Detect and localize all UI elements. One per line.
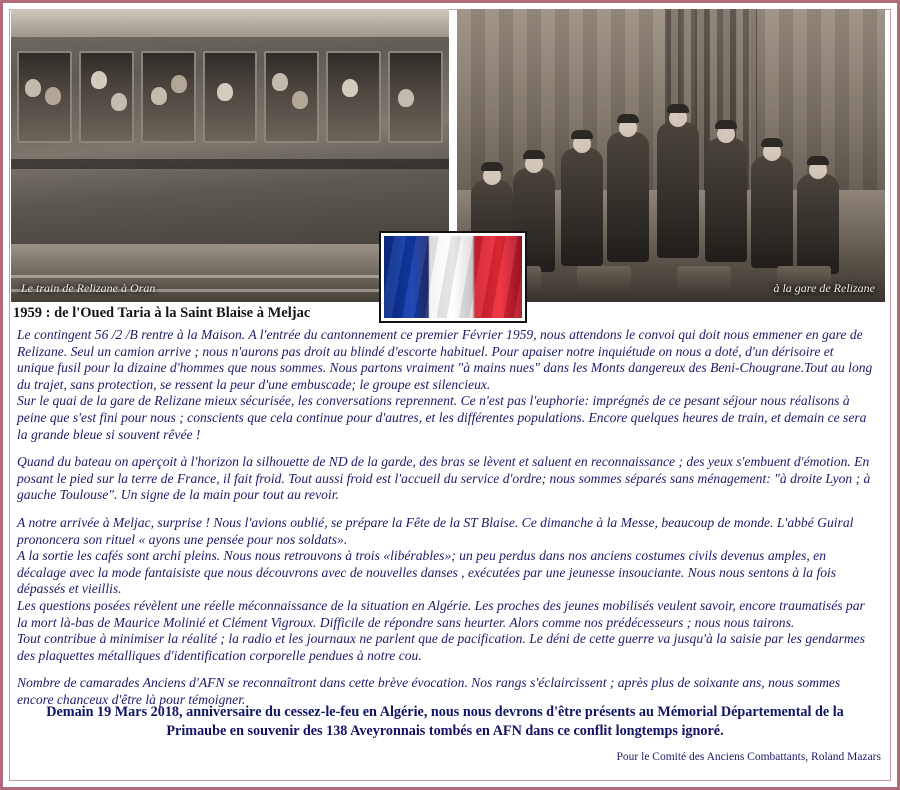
- soldier-head: [25, 79, 41, 97]
- luggage: [577, 266, 631, 296]
- paragraph: A notre arrivée à Meljac, surprise ! Nous l'avions oublié, se prépare la Fête de la ST Blaise. Ce dimanche à la Messe, beaucoup de monde. L'abbé Guiral prononcera son rituel « ayons une pensée pour nos soldats».: [17, 514, 854, 547]
- window: [141, 51, 196, 143]
- closing-statement: Demain 19 Mars 2018, anniversaire du cessez-le-feu en Algérie, nous nous devrons d'être présents au Mémorial Départemental de la Primaube en souvenir des 138 Aveyronnais tombés en AFN dans ce conflit longtemps ignoré.: [46, 704, 844, 739]
- window: [79, 51, 134, 143]
- soldier-head: [292, 91, 308, 109]
- paragraph: Les questions posées révèlent une réelle méconnaissance de la situation en Algérie. Les proches des jeunes mobilisés veulent savoir, encore traumatisés par la mort là-bas de Maurice Molinié et Clément Vigroux. Difficile de répondre sans heurter. Alors comme nos prédécesseurs ; nous nous tairons.: [17, 597, 865, 630]
- soldier-head: [217, 83, 233, 101]
- soldier-figure: [705, 138, 747, 262]
- coach-stripe: [11, 159, 449, 169]
- soldier-head: [398, 89, 414, 107]
- paragraph: Quand du bateau on aperçoit à l'horizon la silhouette de ND de la garde, des bras se lèvent et saluent en reconnaissance ; des yeux s'embuent d'émotion. En posant le pied sur la terre de France, il fait froid. Tout aussi froid est l'accueil du service d'ordre; nous sommes séparés sans ménagement: "à droite Lyon ; à gauche Toulouse". Un signe de la main pour tout au revoir.: [17, 454, 871, 503]
- soldier-figure: [561, 148, 603, 266]
- paragraph: Nombre de camarades Anciens d'AFN se reconnaîtront dans cette brève évocation. Nos rangs s'éclaircissent ; après plus de soixante ans, nous sommes encore chanceux d'être là pour témoigner.: [17, 675, 841, 707]
- window: [326, 51, 381, 143]
- coach-windows: [17, 51, 443, 143]
- soldier-head: [171, 75, 187, 93]
- window: [203, 51, 258, 143]
- soldier-figure: [751, 156, 793, 268]
- photo-caption-right: à la gare de Relizane: [773, 281, 875, 295]
- paragraph: Le contingent 56 /2 /B rentre à la Maison. A l'entrée du cantonnement ce premier Février 1959, nous attendons le convoi qui doit nous emmener en gare de Relizane. Seul un camion arrive ; nous n'aurons pas droit au blindé d'escorte habituel. Pour apaiser notre inquiétude on nous a doté, d'un dérisoire et unique fusil pour la dizaine d'hommes que nous sommes. Nous partons vraiment "à mains nues" dans les Monts dangereux des Beni-Chougrane.Tout au long du trajet, sans protection, se ressent la peur d'une embuscade; le groupe est silencieux.: [17, 327, 873, 392]
- paragraph: Tout contribue à minimiser la réalité ; la radio et les journaux ne parlent que de pacification. Le déni de cette guerre va jusqu'à la saisie par les gendarmes des plaquettes métalliques d'identification corporelle pendues à notre cou.: [17, 631, 865, 663]
- soldier-head: [91, 71, 107, 89]
- soldier-figure: [797, 174, 839, 274]
- paragraph: Sur le quai de la gare de Relizane mieux sécurisée, les conversations reprennent. Ce n'est pas l'euphorie: imprégnés de ce pesant séjour nous réalisons à peine que s'est fini pour nous ; conscients que cela continue pour d'autres, et les différentes populations. Encore quelques heures de train, et demain ce sera la grande bleue si souvent rêvée !: [17, 393, 867, 442]
- flag-bands: [384, 236, 522, 318]
- soldier-head: [111, 93, 127, 111]
- soldier-head: [272, 73, 288, 91]
- soldier-head: [151, 87, 167, 105]
- window: [388, 51, 443, 143]
- french-flag-icon: [379, 231, 527, 323]
- paragraph: A la sortie les cafés sont archi pleins. Nous nous retrouvons à trois «libérables»; un peu perdus dans nos anciens costumes civils devenus amples, en décalage avec la mode fantaisiste que nous découvrons avec de nouvelles danses , exécutées par une jeunesse insouciante. Nous nous sentons à la fois dépassés et vieillis.: [17, 548, 837, 597]
- soldier-figure: [607, 132, 649, 262]
- window: [264, 51, 319, 143]
- sky-band: [11, 9, 449, 37]
- window: [17, 51, 72, 143]
- flag-folds: [384, 236, 522, 318]
- photo-caption-left: Le train de Relizane à Oran: [21, 281, 156, 295]
- signature-line: Pour le Comité des Anciens Combattants, Roland Mazars: [616, 751, 881, 763]
- luggage: [677, 266, 731, 296]
- soldier-head: [45, 87, 61, 105]
- page-title: 1959 : de l'Oued Taria à la Saint Blaise à Meljac: [13, 305, 311, 321]
- body-text: [17, 327, 873, 719]
- soldier-figure: [657, 122, 699, 258]
- soldier-head: [342, 79, 358, 97]
